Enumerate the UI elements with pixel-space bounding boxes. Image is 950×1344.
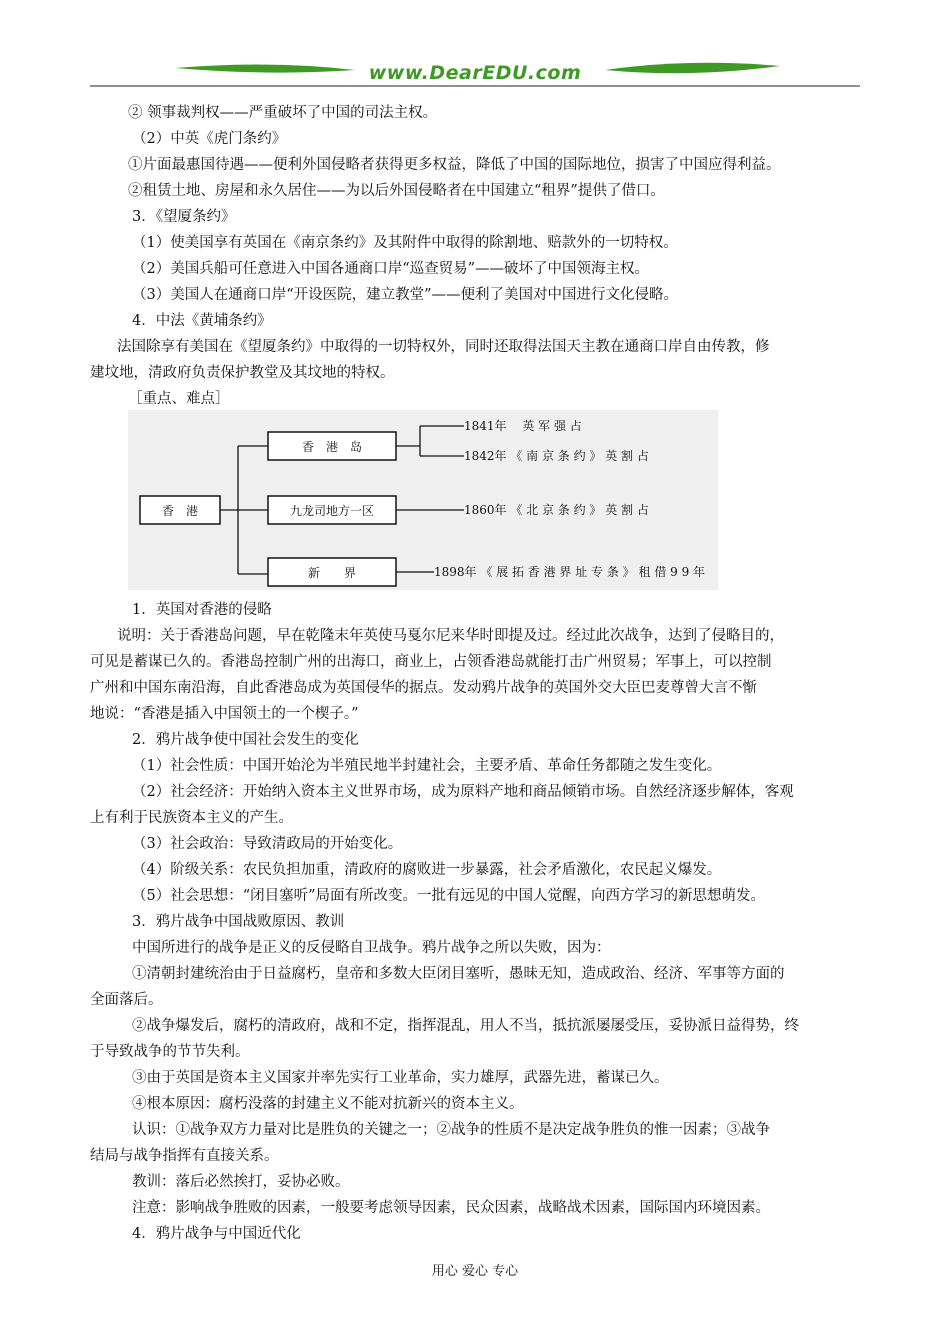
text-line: 中国所进行的战争是正义的反侵略自卫战争。鸦片战争之所以失败，因为： — [132, 940, 611, 956]
text-line: ①片面最惠国待遇——便利外国侵略者获得更多权益，降低了中国的国际地位，损害了中国应得利益。 — [128, 157, 781, 173]
text-line: 说明：关于香港岛问题，早在乾隆末年英使马戛尔尼来华时即提及过。经过此次战争，达到了侵略目的， — [117, 628, 784, 644]
text-line: （5）社会思想：“闭目塞听”局面有所改变。一批有远见的中国人觉醒，向西方学习的新思想萌发。 — [132, 888, 766, 904]
diagram-branch-label: 香 港 岛 — [301, 440, 363, 454]
diagram-event: 1842年 《 南 京 条 约 》 英 割 占 — [464, 449, 649, 463]
text-line: 建坟地，清政府负责保护教堂及其坟地的特权。 — [90, 365, 395, 381]
diagram-branch-label: 新 界 — [307, 566, 357, 580]
text-line: 认识：①战争双方力量对比是胜负的关键之一；②战争的性质不是决定战争胜负的惟一因素；③战争 — [132, 1122, 770, 1138]
text-line: 4．鸦片战争与中国近代化 — [132, 1226, 301, 1242]
text-line: （2）社会经济：开始纳入资本主义世界市场，成为原料产地和商品倾销市场。自然经济逐步解体，客观 — [132, 784, 794, 800]
text-line: 上有利于民族资本主义的产生。 — [90, 810, 293, 826]
text-line: 可见是蓄谋已久的。香港岛控制广州的出海口，商业上，占领香港岛就能打击广州贸易；军事上，可以控制 — [90, 654, 772, 670]
site-header — [90, 56, 860, 92]
page-footer: 用心 爱心 专心 — [431, 1264, 519, 1279]
text-line: （1）使美国享有英国在《南京条约》及其附件中取得的除割地、赔款外的一切特权。 — [132, 235, 678, 251]
text-line: （2）中英《虎门条约》 — [132, 131, 287, 147]
text-line: ②战争爆发后，腐朽的清政府，战和不定，指挥混乱，用人不当，抵抗派屡屡受压，妥协派日益得势，终 — [132, 1018, 799, 1034]
text-line: ② 领事裁判权——严重破坏了中国的司法主权。 — [128, 105, 438, 121]
text-line: 全面落后。 — [90, 992, 163, 1008]
text-line: （2）美国兵船可任意进入中国各通商口岸“巡查贸易”——破坏了中国领海主权。 — [132, 261, 650, 277]
text-line: 4．中法《黄埔条约》 — [132, 313, 272, 329]
text-line: 注意：影响战争胜败的因素，一般要考虑领导因素，民众因素，战略战术因素，国际国内环境因素。 — [132, 1200, 770, 1216]
diagram-branch-label: 九龙司地方一区 — [289, 504, 375, 518]
text-line: （1）社会性质：中国开始沦为半殖民地半封建社会，主要矛盾、革命任务都随之发生变化。 — [132, 758, 722, 774]
text-line: 于导致战争的节节失利。 — [90, 1044, 250, 1060]
text-line: ①清朝封建统治由于日益腐朽，皇帝和多数大臣闭目塞听，愚昧无知，造成政治、经济、军事等方面的 — [132, 966, 785, 982]
text-line: 广州和中国东南沿海，自此香港岛成为英国侵华的据点。发动鸦片战争的英国外交大臣巴麦尊曾大言不惭 — [90, 680, 757, 696]
text-line: ④根本原因：腐朽没落的封建主义不能对抗新兴的资本主义。 — [132, 1096, 524, 1112]
text-line: ②租赁土地、房屋和永久居住——为以后外国侵略者在中国建立“租界”提供了借口。 — [128, 183, 665, 199]
site-logo-text[interactable]: www.DearEDU.com — [368, 62, 582, 84]
text-line: 3．《望厦条约》 — [132, 209, 236, 225]
text-line: （4）阶级关系：农民负担加重，清政府的腐败进一步暴露，社会矛盾激化，农民起义爆发。 — [132, 862, 722, 878]
hongkong-diagram — [128, 410, 718, 590]
text-line: （3）美国人在通商口岸“开设医院，建立教堂”——便利了美国对中国进行文化侵略。 — [132, 287, 679, 303]
text-line: ③由于英国是资本主义国家并率先实行工业革命，实力雄厚，武器先进，蓄谋已久。 — [132, 1070, 669, 1086]
diagram-event: 1898年 《 展 拓 香 港 界 址 专 条 》 租 借 9 9 年 — [434, 565, 706, 579]
text-line: 法国除享有美国在《望厦条约》中取得的一切特权外，同时还取得法国天主教在通商口岸自由传教，修 — [117, 339, 770, 355]
text-line: 2．鸦片战争使中国社会发生的变化 — [132, 732, 359, 748]
diagram-event: 1841年 英 军 强 占 — [464, 419, 582, 433]
text-line: 3．鸦片战争中国战败原因、教训 — [132, 914, 345, 930]
text-line: 1．英国对香港的侵略 — [132, 602, 272, 618]
text-line: ［重点、难点］ — [128, 391, 230, 407]
diagram-event: 1860年 《 北 京 条 约 》 英 割 占 — [464, 503, 649, 517]
text-line: 地说：“香港是插入中国领土的一个楔子。” — [90, 706, 359, 722]
text-line: 教训：落后必然挨打，妥协必败。 — [132, 1174, 350, 1190]
diagram-root-label: 香 港 — [161, 504, 199, 518]
text-line: 结局与战争指挥有直接关系。 — [90, 1148, 279, 1164]
text-line: （3）社会政治：导致清政局的开始变化。 — [132, 836, 403, 852]
diagram-figure — [128, 410, 718, 590]
